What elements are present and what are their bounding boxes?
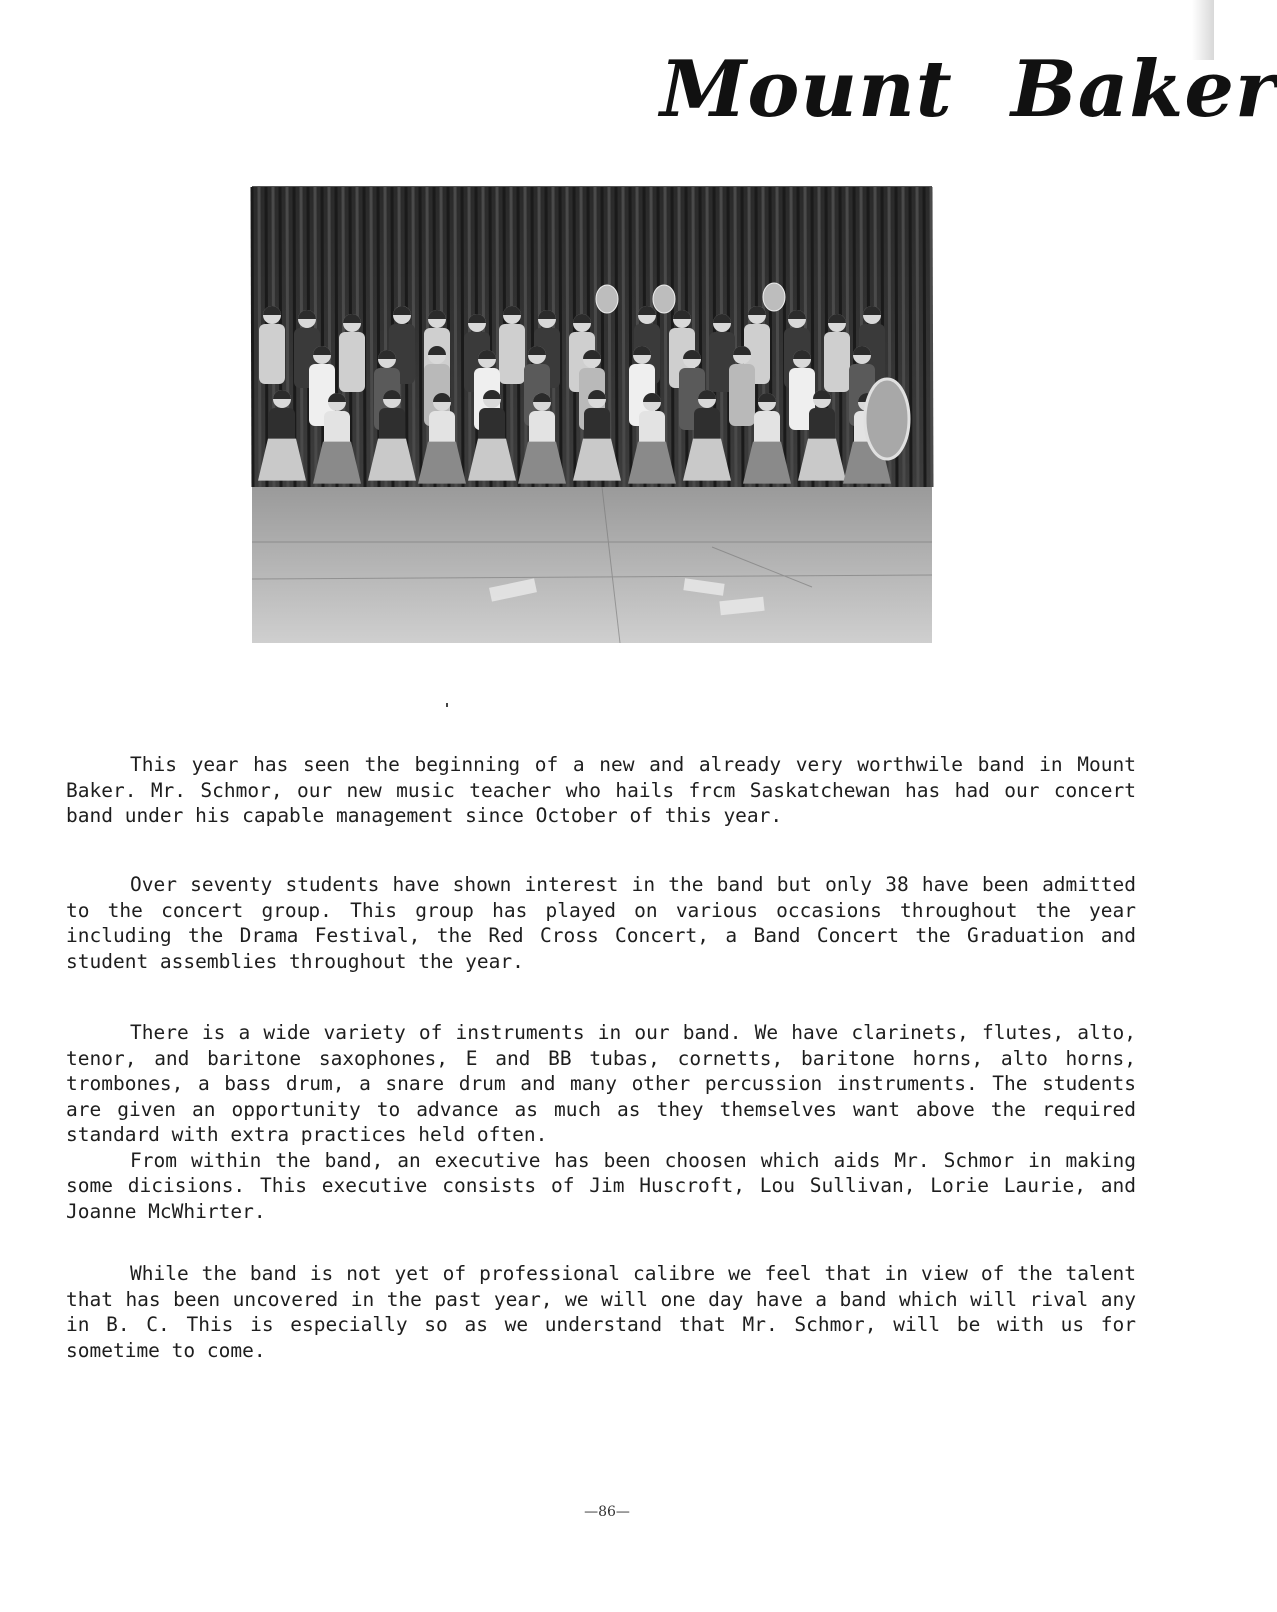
page-title-word-1: Mount [660,44,953,135]
paragraph-intro: This year has seen the beginning of a new and already very worthwile band in Mount Baker. Mr. Schmor, our new music teacher who hails frcm Saskatchewan has had our concert band under his capable management since October of this year. [66,753,1136,827]
paragraph-executive-text: From within the band, an executive has been choosen which aids Mr. Schmor in making some dicisions. This executive consists of Jim Huscroft, Lou Sullivan, Lorie Laurie, and Joanne McWhirter. [66,1148,1136,1223]
page-title [660,44,1277,135]
paragraph-membership: Over seventy students have shown interest in the band but only 38 have been admitted to the concert group. This group has played on various occasions throughout the year including the Drama Festival, the Red Cross Concert, a Band Concert the Graduation and student assemblies throughout the year. [66,873,1136,973]
paragraph-instruments-text: There is a wide variety of instruments in our band. We have clarinets, flutes, alto, tenor, and baritone saxophones, E and BB tubas, cornetts, baritone horns, alto horns, trombones, a bass drum, a snare drum and many other percussion instruments. The students are given an opportunity to advance as much as they themselves want above the required standard with extra practices held often. [66,1021,1136,1146]
band-photo [252,186,932,643]
paragraph-instruments [66,1020,1136,1224]
page-number: —86— [584,1504,630,1520]
paragraph-closing: While the band is not yet of professional calibre we feel that in view of the talent that has been uncovered in the past year, we will one day have a band which will rival any in B. C. This is especially so as we understand that Mr. Schmor, will be with us for sometime to come. [66,1262,1136,1362]
stray-mark [446,703,448,707]
page-title-word-2: Baker [1010,44,1277,135]
